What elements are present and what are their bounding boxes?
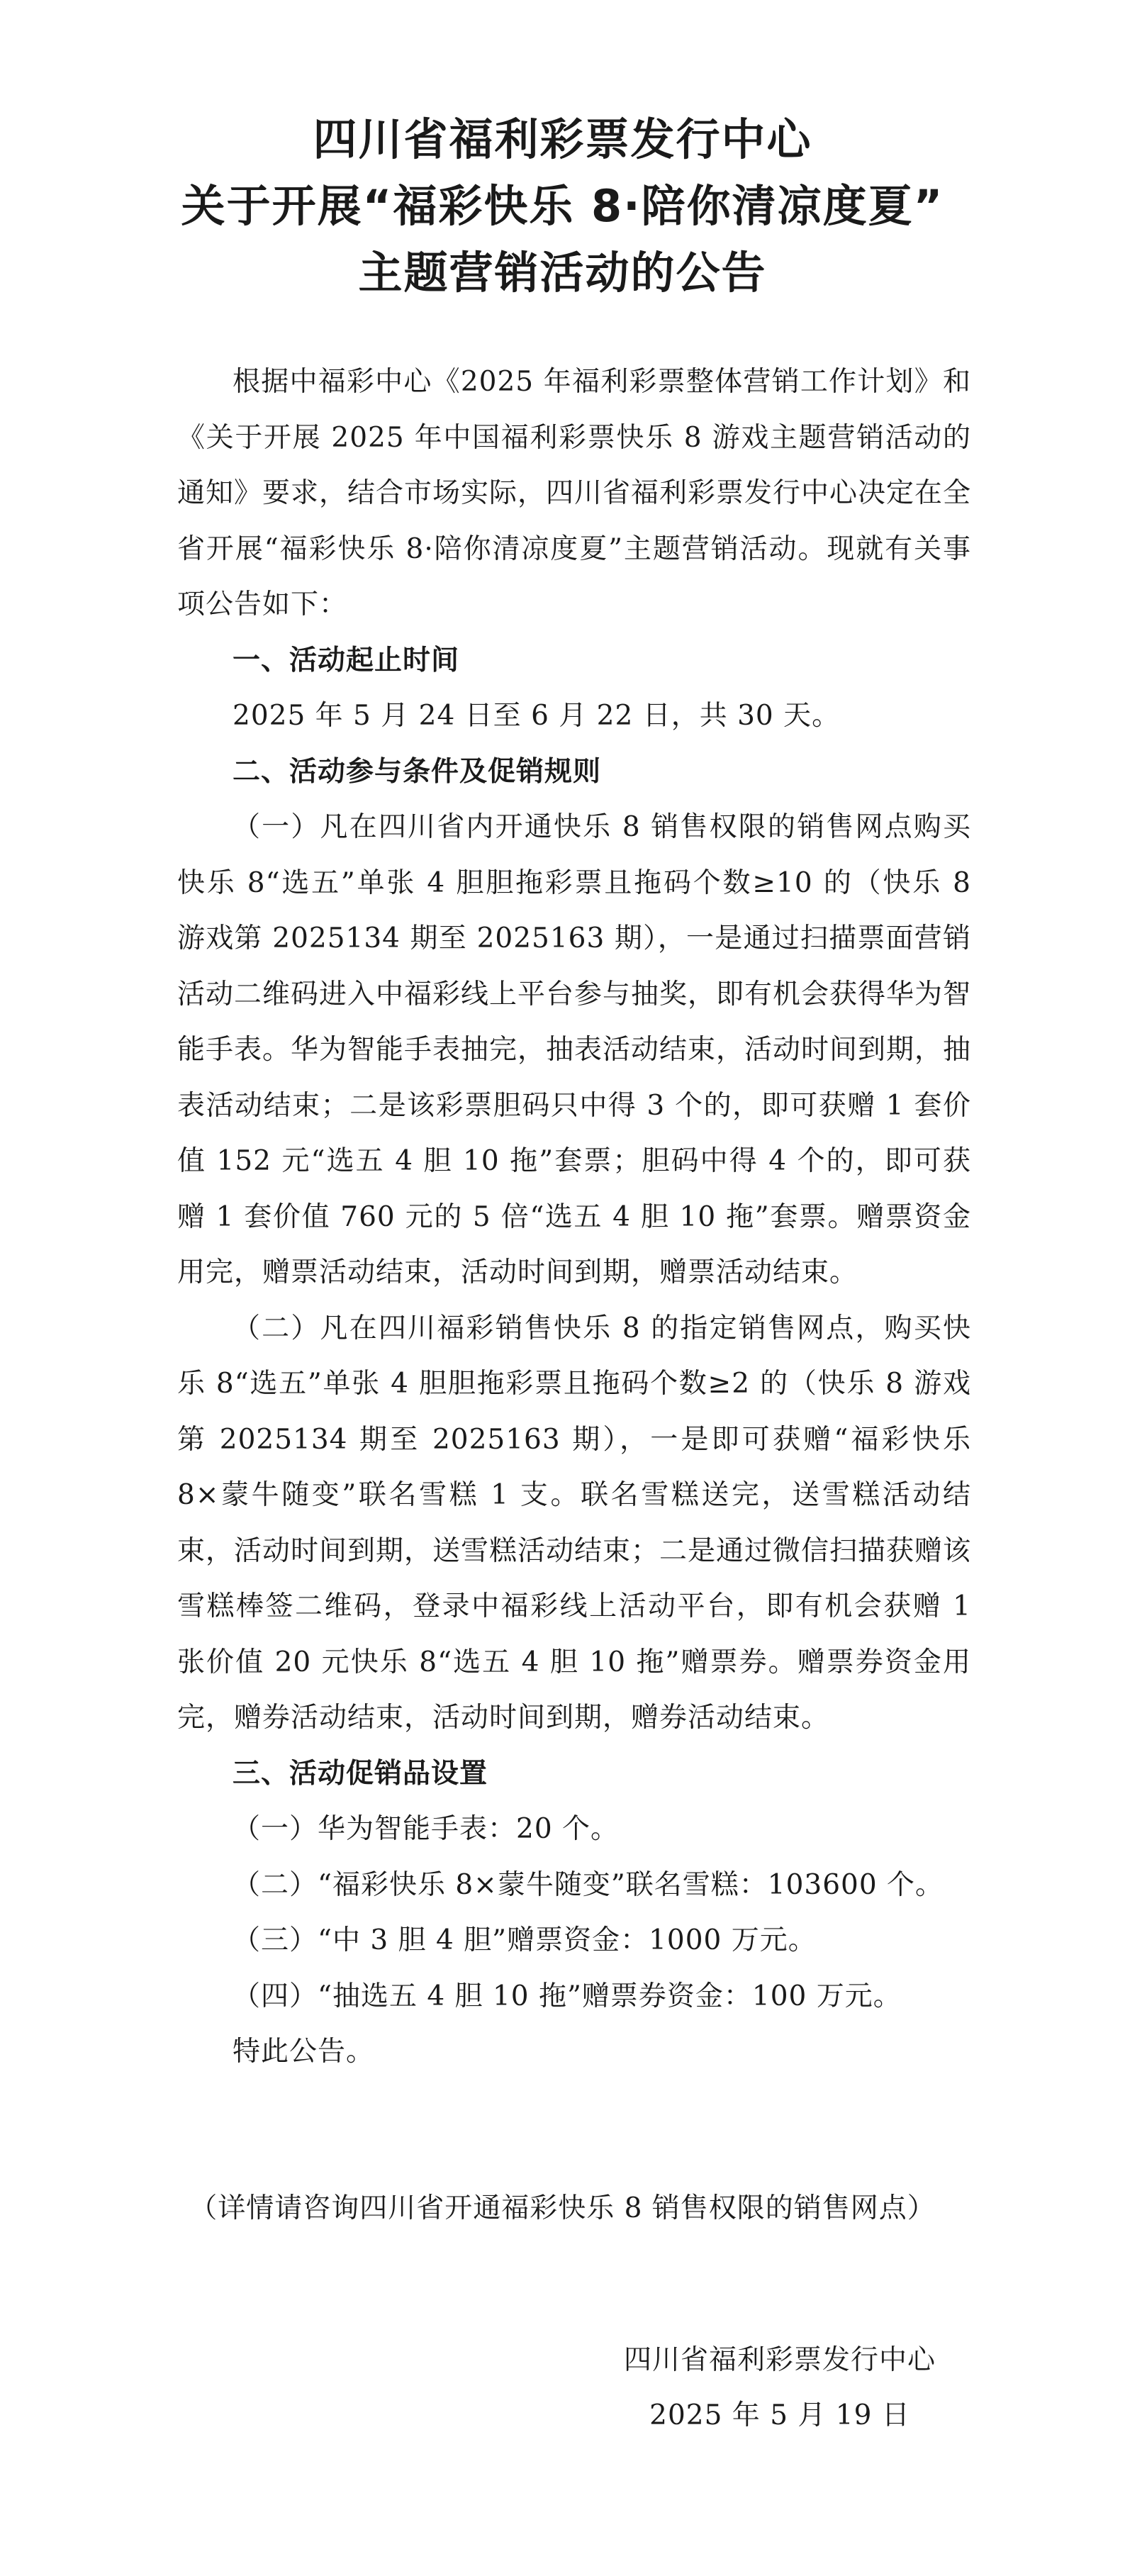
issuer-name: 四川省福利彩票发行中心	[623, 2344, 936, 2376]
closing-statement: 特此公告。	[233, 2036, 375, 2068]
title-line-1: 四川省福利彩票发行中心	[313, 113, 812, 165]
section-3-heading: 三、活动促销品设置	[233, 1757, 488, 1790]
document-title	[0, 106, 1125, 306]
section-2-rule-1: （一）凡在四川省内开通快乐 8 销售权限的销售网点购买快乐 8“选五”单张 4 胆胆拖彩票且拖码个数≥10 的（快乐 8 游戏第 2025134 期至 2025163 期），一是通过扫描票面营销活动二维码进入中福彩线上平台参与抽奖，即有机会获得华为智能手表。华为智能手表抽完，抽表活动结束，活动时间到期，抽表活动结束；二是该彩票胆码只中得 3 个的，即可获赠 1 套价值 152 元“选五 4 胆 10 拖”套票；胆码中得 4 个的，即可获赠 1 套价值 760 元的 5 倍“选五 4 胆 10 拖”套票。赠票资金用完，赠票活动结束，活动时间到期，赠票活动结束。	[177, 811, 972, 1288]
title-line-3: 主题营销活动的公告	[358, 247, 767, 299]
prize-item-ticket-fund: （三）“中 3 胆 4 胆”赠票资金：1000 万元。	[233, 1924, 817, 1956]
section-2-heading: 二、活动参与条件及促销规则	[233, 755, 602, 788]
section-1-text: 2025 年 5 月 24 日至 6 月 22 日，共 30 天。	[233, 700, 841, 732]
issue-date: 2025 年 5 月 19 日	[649, 2399, 910, 2431]
prize-item-watch: （一）华为智能手表：20 个。	[233, 1813, 620, 1845]
intro-paragraph: 根据中福彩中心《2025 年福利彩票整体营销工作计划》和《关于开展 2025 年中国福利彩票快乐 8 游戏主题营销活动的通知》要求，结合市场实际，四川省福利彩票发行中心决定在全省开展“福彩快乐 8·陪你清凉度夏”主题营销活动。现就有关事项公告如下：	[177, 366, 972, 620]
consultation-note: （详情请咨询四川省开通福彩快乐 8 销售权限的销售网点）	[189, 2192, 936, 2224]
prize-item-voucher-fund: （四）“抽选五 4 胆 10 拖”赠票券资金：100 万元。	[233, 1980, 902, 2012]
title-line-2: 关于开展“福彩快乐 8·陪你清凉度夏”	[181, 180, 944, 232]
section-2-rule-2: （二）凡在四川福彩销售快乐 8 的指定销售网点，购买快乐 8“选五”单张 4 胆胆拖彩票且拖码个数≥2 的（快乐 8 游戏第 2025134 期至 2025163 期），一是即可获赠“福彩快乐 8×蒙牛随变”联名雪糕 1 支。联名雪糕送完，送雪糕活动结束，活动时间到期，送雪糕活动结束；二是通过微信扫描获赠该雪糕棒签二维码，登录中福彩线上活动平台，即有机会获赠 1 张价值 20 元快乐 8“选五 4 胆 10 拖”赠票券。赠票券资金用完，赠券活动结束，活动时间到期，赠券活动结束。	[177, 1312, 972, 1734]
prize-item-icecream: （二）“福彩快乐 8×蒙牛随变”联名雪糕：103600 个。	[233, 1868, 944, 1901]
section-1-heading: 一、活动起止时间	[233, 644, 460, 676]
document-body	[177, 355, 971, 2080]
signature-block	[581, 2333, 978, 2443]
